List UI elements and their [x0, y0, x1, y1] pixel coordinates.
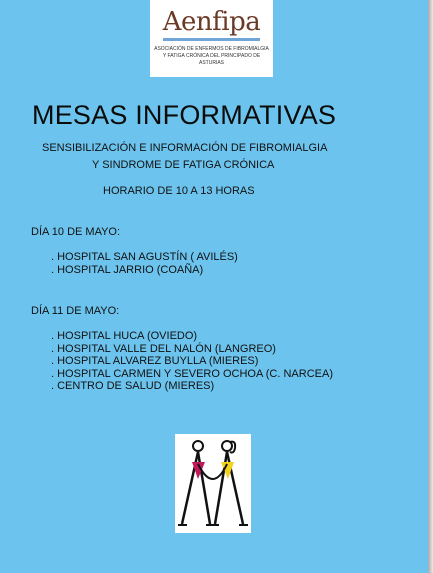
hours-text: HORARIO DE 10 A 13 HORAS	[103, 185, 255, 197]
logo-underline	[163, 38, 260, 41]
logo-subtitle	[152, 46, 271, 67]
figures-emblem	[175, 434, 251, 533]
logo-wordmark: Aenfipa	[162, 7, 261, 37]
aenfipa-logo	[150, 0, 273, 77]
day2-heading: DÍA 11 DE MAYO:	[31, 305, 120, 317]
two-figures-icon	[175, 434, 251, 533]
subtitle-line1: SENSIBILIZACIÓN E INFORMACIÓN DE FIBROMIALGIA	[42, 142, 328, 154]
page-title: MESAS INFORMATIVAS	[32, 100, 337, 130]
subtitle-line2: Y SINDROME DE FATIGA CRÓNICA	[92, 159, 275, 171]
page-edge-shadow	[428, 0, 433, 573]
list-item: . HOSPITAL CARMEN Y SEVERO OCHOA (C. NARCEA)	[51, 367, 333, 380]
list-item: . HOSPITAL ALVAREZ BUYLLA (MIERES)	[51, 355, 259, 367]
list-item: . HOSPITAL JARRIO (COAÑA)	[51, 263, 204, 276]
list-item: . CENTRO DE SALUD (MIERES)	[51, 380, 215, 392]
list-item: . HOSPITAL HUCA (OVIEDO)	[51, 330, 198, 342]
day2-list	[51, 330, 333, 393]
list-item: . HOSPITAL SAN AGUSTÍN ( AVILÉS)	[51, 251, 238, 263]
logo-subtitle-line2: Y FATIGA CRÓNICA DEL PRINCIPADO DE ASTURIAS	[162, 53, 261, 66]
logo-subtitle-line1: ASOCIACIÓN DE ENFERMOS DE FIBROMIALGIA	[154, 46, 269, 52]
day1-heading: DÍA 10 DE MAYO:	[31, 226, 121, 238]
list-item: . HOSPITAL VALLE DEL NALÓN (LANGREO)	[51, 342, 276, 355]
day1-list	[51, 251, 238, 276]
